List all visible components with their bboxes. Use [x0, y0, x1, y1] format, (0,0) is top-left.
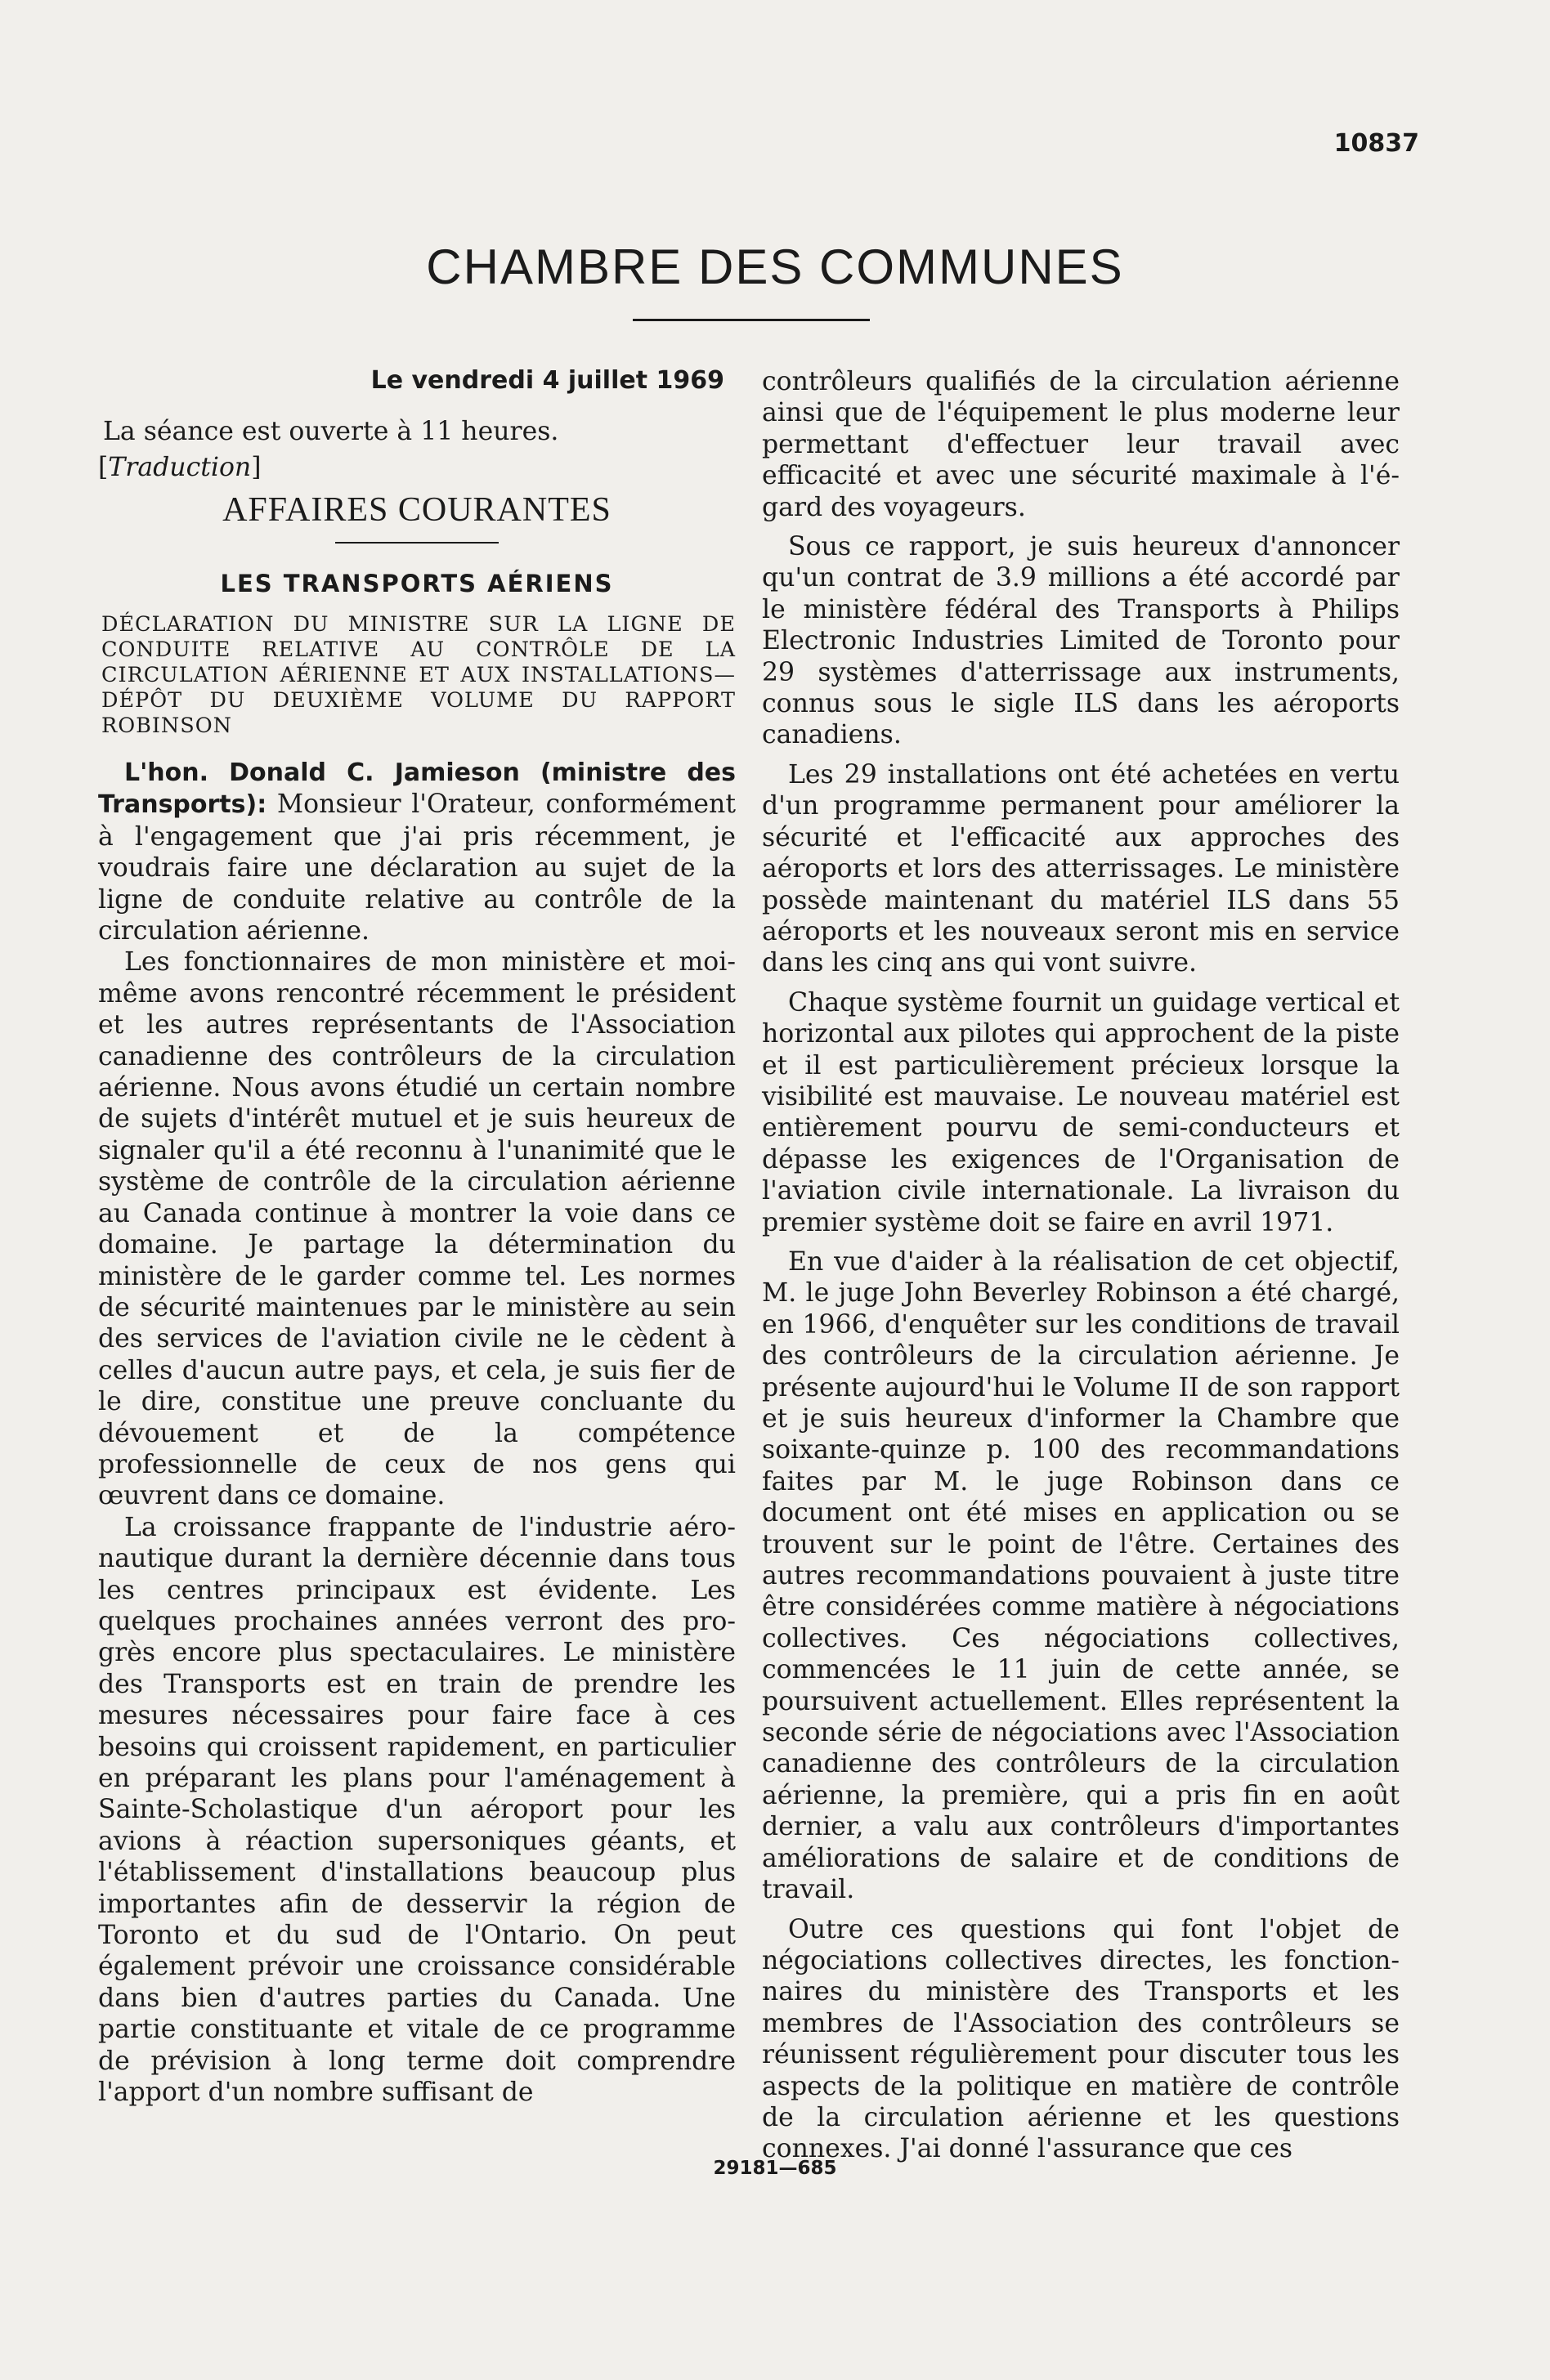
statement-heading: DÉCLARATION DU MINISTRE SUR LA LIGNE DE CONDUITE RELATIVE AU CONTRÔLE DE LA CIRCULATION AÉRIENNE ET AUX INSTALLATIONS—DÉPÔT DU DEUXIÈME VOLUME DU RAPPORT ROBINSON [101, 612, 736, 738]
speaker-name: L'hon. Donald C. Jamieson (ministre des Transports): [98, 758, 736, 820]
paragraph: En vue d'aider à la réalisation de cet objectif, M. le juge John Beverley Robinson a été chargé, en 1966, d'enquêter sur les conditions de travail des contrôleurs de la circulation aérienne. Je présente aujourd'hui le Volume II de son rapport et je suis heureux d'informer la Chambre que soixante-quinze p. 100 des recommandations faites par M. le juge Robinson dans ce document ont été mises en application ou se trouvent sur le point de l'être. Certaines des autres recommandations pouvaient à juste titre être considérées comme matière à négociations collectives. Ces négociations collectives, commencées le 11 juin de cette année, se poursuivent actuellement. Elles représentent la seconde série de négociations avec l'Association canadienne des contrôleurs de la circulation aérienne, la première, qui a pris fin en août dernier, a valu aux contrôleurs d'importantes améliorations de salaire et de conditions de travail. [762, 1246, 1400, 1905]
section-rule [335, 542, 499, 544]
paragraph: Sous ce rapport, je suis heureux d'annoncer qu'un contrat de 3.9 millions a été accordé par le ministère fédéral des Transports à Philips Electronic Industries Limited de Toronto pour 29 systèmes d'atterrissage aux instruments, connus sous le sigle ILS dans les aéroports canadiens. [762, 532, 1400, 750]
footer-code: 29181—685 [713, 2158, 837, 2179]
date-line: Le vendredi 4 juillet 1969 [370, 366, 724, 395]
translation-label: Traduction [108, 453, 252, 482]
paragraph: Chaque système fournit un guidage vertical et horizontal aux pilotes qui approchent de la piste et il est particulièrement précieux lorsque la visibilité est mauvaise. Le nouveau matériel est entièrement pourvu de semi-conducteurs et dépasse les exigences de l'Organisation de l'aviation civile internationale. La livraison du premier système doit se faire en avril 1971. [762, 987, 1400, 1237]
paragraph: Les fonctionnaires de mon ministère et moi-même avons rencontré récemment le président et les autres représentants de l'Association canadienne des contrôleurs de la circulation aérienne. Nous avons étudié un certain nombre de sujets d'intérêt mutuel et je suis heureux de signaler qu'il a été reconnu à l'unanimité que le système de contrôle de la circulation aérienne au Canada continue à montrer la voie dans ce domaine. Je partage la détermination du ministère de le garder comme tel. Les normes de sécurité maintenues par le ministère au sein des services de l'aviation civile ne le cèdent à celles d'aucun autre pays, et cela, je suis fier de le dire, constitue une preuve concluante du dévouement et de la compétence professionnelle de ceux de nos gens qui œuvrent dans ce domaine. [98, 947, 736, 1511]
paragraph: Outre ces questions qui font l'objet de négociations collectives directes, les fonctionnaires du ministère des Transports et les membres de l'Association des contrôleurs se réunissent régulièrement pour discuter tous les aspects de la politique en matière de contrôle de la circulation aérienne et les questions connexes. J'ai donné l'assurance que ces [762, 1914, 1400, 2164]
translation-close-bracket: ] [251, 453, 262, 482]
paragraph [98, 757, 736, 946]
left-column [98, 366, 736, 2108]
page-number: 10837 [1333, 129, 1419, 158]
translation-open-bracket: [ [98, 453, 109, 482]
masthead-rule [633, 319, 870, 321]
masthead-title: CHAMBRE DES COMMUNES [426, 239, 1124, 294]
sitting-opened: La séance est ouverte à 11 heures. [103, 417, 559, 446]
paragraph: contrôleurs qualifiés de la circulation aérienne ainsi que de l'équipement le plus moderne leur permettant d'effectuer leur travail avec efficacité et avec une sécurité maximale à l'égard des voyageurs. [762, 367, 1400, 522]
paragraph: La croissance frappante de l'industrie aéronautique durant la dernière décennie dans tous les centres principaux est évidente. Les quelques prochaines années verront des progrès encore plus spectaculaires. Le ministère des Transports est en train de prendre les mesures nécessaires pour faire face à ces besoins qui croissent rapidement, en particulier en préparant les plans pour l'aménagement à Sainte-Scholastique d'un aéroport pour les avions à réaction supersoniques géants, et l'établissement d'installations beaucoup plus importantes afin de desservir la région de Toronto et du sud de l'Ontario. On peut également prévoir une croissance considérable dans bien d'autres parties du Canada. Une partie constituante et vitale de ce programme de prévision à long terme doit comprendre l'apport d'un nombre suffisant de [98, 1512, 736, 2108]
paragraph: Les 29 installations ont été achetées en vertu d'un programme permanent pour améliorer la sécurité et l'efficacité aux approches des aéroports et lors des atterrissages. Le ministère possède maintenant du matériel ILS dans 55 aéroports et les nouveaux seront mis en service dans les cinq ans qui vont suivre. [762, 759, 1400, 978]
subheading: LES TRANSPORTS AÉRIENS [220, 570, 614, 597]
paragraph-text: Monsieur l'Orateur, conformément à l'engagement que j'ai pris récemment, je voudrais faire une déclaration au sujet de la ligne de conduite relative au contrôle de la circulation aérienne. [98, 790, 736, 946]
section-title: AFFAIRES COURANTES [222, 491, 611, 529]
right-column [762, 366, 1400, 2165]
translation-marker [98, 452, 736, 483]
